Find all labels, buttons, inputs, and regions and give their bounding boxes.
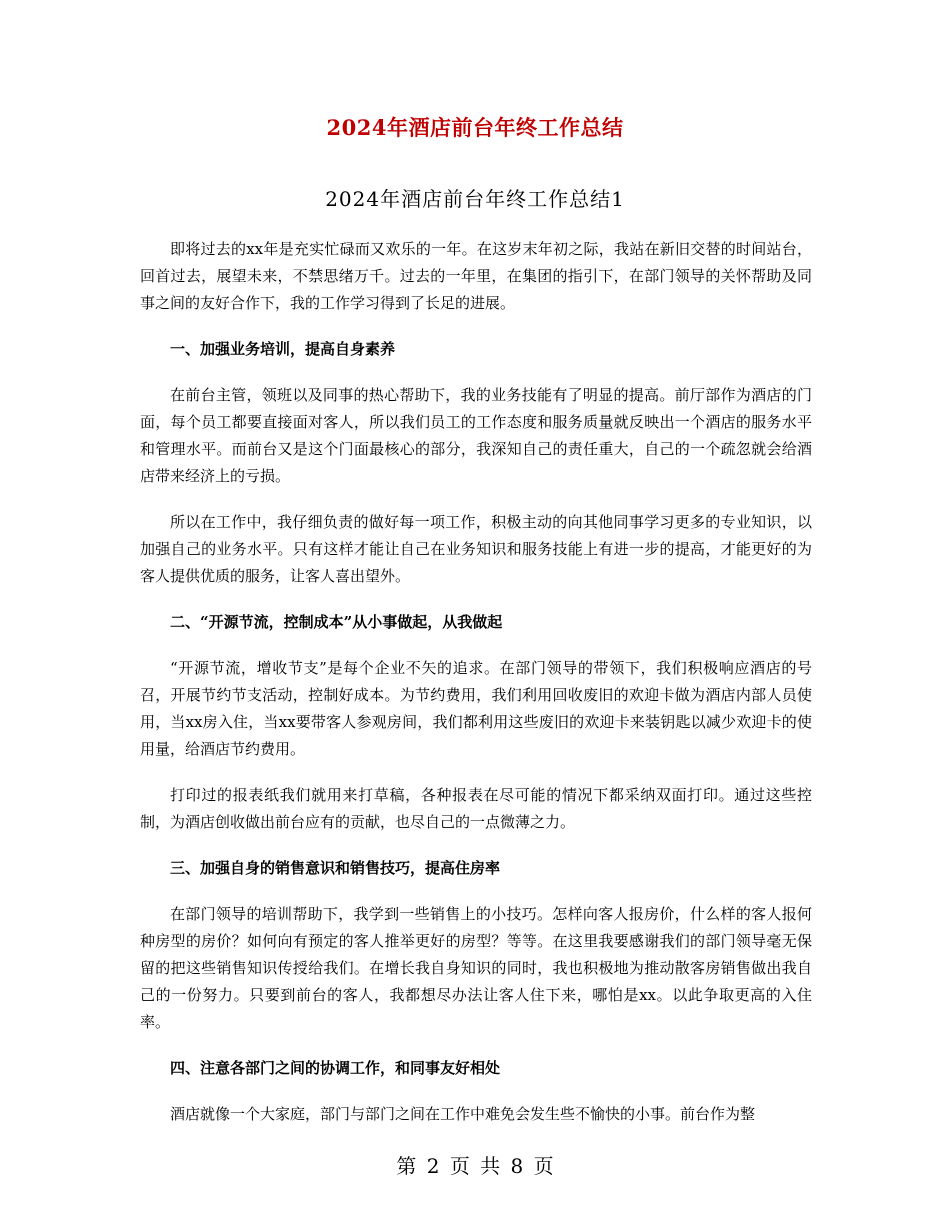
document-title: 2024年酒店前台年终工作总结 <box>326 115 624 140</box>
section-heading-1: 一、加强业务培训，提高自身素养 <box>170 340 396 358</box>
section-heading-3: 三、加强自身的销售意识和销售技巧，提高住房率 <box>170 859 501 877</box>
paragraph: “开源节流，增收节支”是每个企业不矢的追求。在部门领导的带领下，我们积极响应酒店的号召，开展节约节支活动，控制好成本。为节约费用，我们利用回收废旧的欢迎卡做为酒店内部人员使用，当xx房入住，当xx要带客人参观房间，我们都利用这些废旧的欢迎卡来装钥匙以减少欢迎卡的使用量，给酒店节约费用。 <box>140 659 812 758</box>
paragraph-intro: 即将过去的xx年是充实忙碌而又欢乐的一年。在这岁末年初之际，我站在新旧交替的时间站台，回首过去，展望未来，不禁思绪万千。过去的一年里，在集团的指引下，在部门领导的关怀帮助及同事之间的友好合作下，我的工作学习得到了长足的进展。 <box>140 240 812 312</box>
section-subtitle: 2024年酒店前台年终工作总结1 <box>325 187 625 211</box>
paragraph: 所以在工作中，我仔细负责的做好每一项工作，积极主动的向其他同事学习更多的专业知识，以加强自己的业务水平。只有这样才能让自己在业务知识和服务技能上有进一步的提高，才能更好的为客人提供优质的服务，让客人喜出望外。 <box>140 513 812 585</box>
section-heading-2: 二、“开源节流，控制成本”从小事做起，从我做起 <box>170 613 503 631</box>
paragraph: 打印过的报表纸我们就用来打草稿，各种报表在尽可能的情况下都采纳双面打印。通过这些控制，为酒店创收做出前台应有的贡献，也尽自己的一点微薄之力。 <box>140 786 812 831</box>
paragraph: 在部门领导的培训帮助下，我学到一些销售上的小技巧。怎样向客人报房价，什么样的客人报何种房型的房价？如何向有预定的客人推举更好的房型？等等。在这里我要感谢我们的部门领导毫无保留的把这些销售知识传授给我们。在增长我自身知识的同时，我也积极地为推动散客房销售做出我自己的一份努力。只要到前台的客人，我都想尽办法让客人住下来，哪怕是xx。以此争取更高的入住率。 <box>140 905 812 1031</box>
document-body <box>140 236 812 1147</box>
paragraph-truncated: 酒店就像一个大家庭，部门与部门之间在工作中难免会发生些不愉快的小事。前台作为整 <box>170 1105 756 1123</box>
page-number-footer: 第 2 页 共 8 页 <box>396 1154 554 1178</box>
section-heading-4: 四、注意各部门之间的协调工作，和同事友好相处 <box>170 1059 501 1077</box>
paragraph: 在前台主管，领班以及同事的热心帮助下，我的业务技能有了明显的提高。前厅部作为酒店的门面，每个员工都要直接面对客人，所以我们员工的工作态度和服务质量就反映出一个酒店的服务水平和管理水平。而前台又是这个门面最核心的部分，我深知自己的责任重大，自己的一个疏忽就会给酒店带来经济上的亏损。 <box>140 386 812 485</box>
